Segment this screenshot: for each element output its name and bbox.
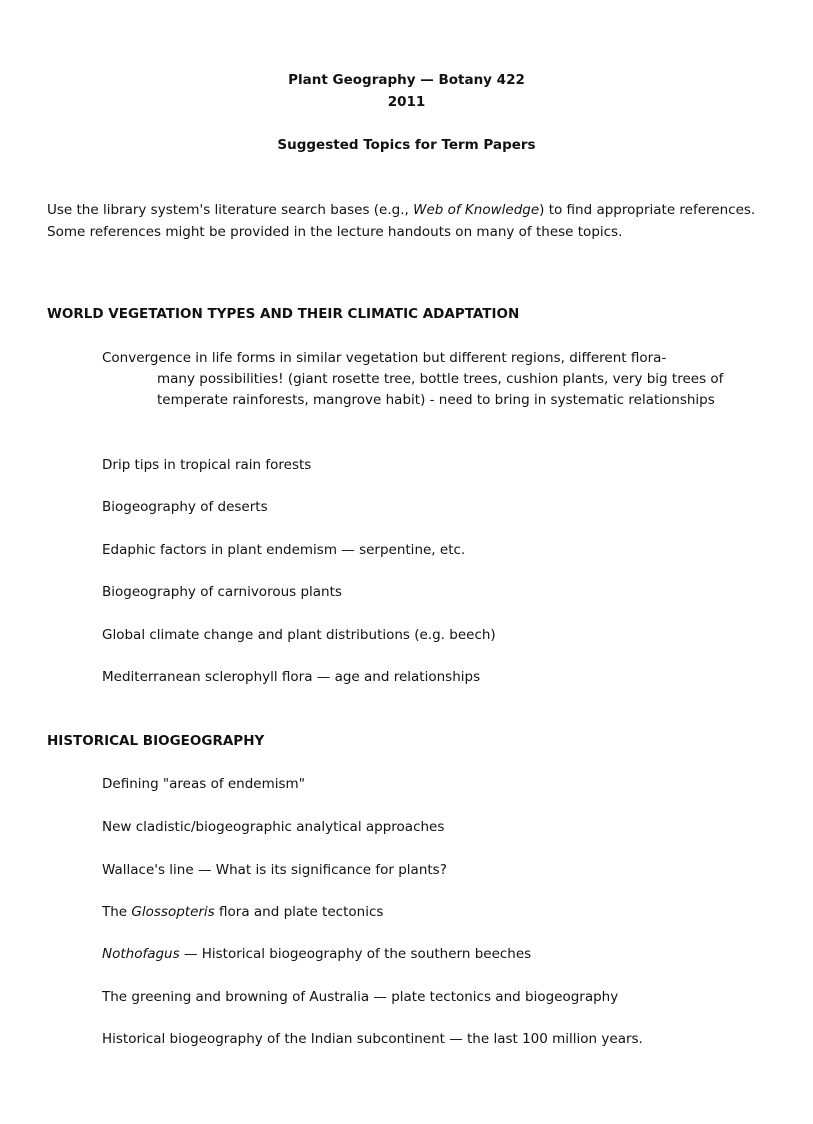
section-heading-historical: HISTORICAL BIOGEOGRAPHY bbox=[47, 733, 265, 749]
topic-nothofagus-italic: Nothofagus bbox=[102, 946, 180, 962]
section-heading-vegetation: WORLD VEGETATION TYPES AND THEIR CLIMATIC ADAPTATION bbox=[47, 306, 520, 322]
document-subtitle: Suggested Topics for Term Papers bbox=[277, 137, 536, 153]
topic-wallace-line: Wallace's line — What is its significance for plants? bbox=[102, 862, 447, 878]
topic-deserts: Biogeography of deserts bbox=[102, 499, 268, 515]
topic-areas-of-endemism: Defining "areas of endemism" bbox=[102, 776, 305, 792]
topic-glossopteris-italic: Glossopteris bbox=[131, 904, 215, 920]
topic-drip-tips: Drip tips in tropical rain forests bbox=[102, 457, 312, 473]
topic-carnivorous: Biogeography of carnivorous plants bbox=[102, 584, 342, 600]
intro-text-after: ) to find appropriate references. Some references might be provided in the lecture handouts on many of these topics. bbox=[47, 202, 756, 240]
topic-nothofagus-after: — Historical biogeography of the southern beeches bbox=[179, 946, 532, 962]
intro-paragraph bbox=[47, 199, 777, 243]
document-title: Plant Geography — Botany 422 bbox=[288, 72, 525, 88]
topic-glossopteris-before: The bbox=[102, 904, 132, 920]
topic-mediterranean: Mediterranean sclerophyll flora — age and relationships bbox=[102, 669, 481, 685]
topic-convergence-line1: Convergence in life forms in similar vegetation but different regions, different flora- bbox=[102, 350, 667, 366]
topic-nothofagus bbox=[102, 944, 762, 965]
topic-convergence-rest: many possibilities! (giant rosette tree, bottle trees, cushion plants, very big trees of temperate rainforests, mangrove habit) - need to bring in systematic relationships bbox=[157, 371, 724, 408]
topic-glossopteris-after: flora and plate tectonics bbox=[214, 904, 384, 920]
topic-cladistic: New cladistic/biogeographic analytical approaches bbox=[102, 819, 445, 835]
topic-convergence bbox=[102, 348, 762, 411]
document-year: 2011 bbox=[387, 94, 426, 110]
topic-australia: The greening and browning of Australia — plate tectonics and biogeography bbox=[102, 989, 619, 1005]
topic-india: Historical biogeography of the Indian subcontinent — the last 100 million years. bbox=[102, 1031, 643, 1047]
intro-text-italic: Web of Knowledge bbox=[413, 202, 540, 218]
intro-text-before: Use the library system's literature search bases (e.g., bbox=[47, 202, 414, 218]
topic-edaphic: Edaphic factors in plant endemism — serpentine, etc. bbox=[102, 542, 466, 558]
topic-glossopteris bbox=[102, 902, 762, 923]
topic-climate-change: Global climate change and plant distributions (e.g. beech) bbox=[102, 627, 496, 643]
